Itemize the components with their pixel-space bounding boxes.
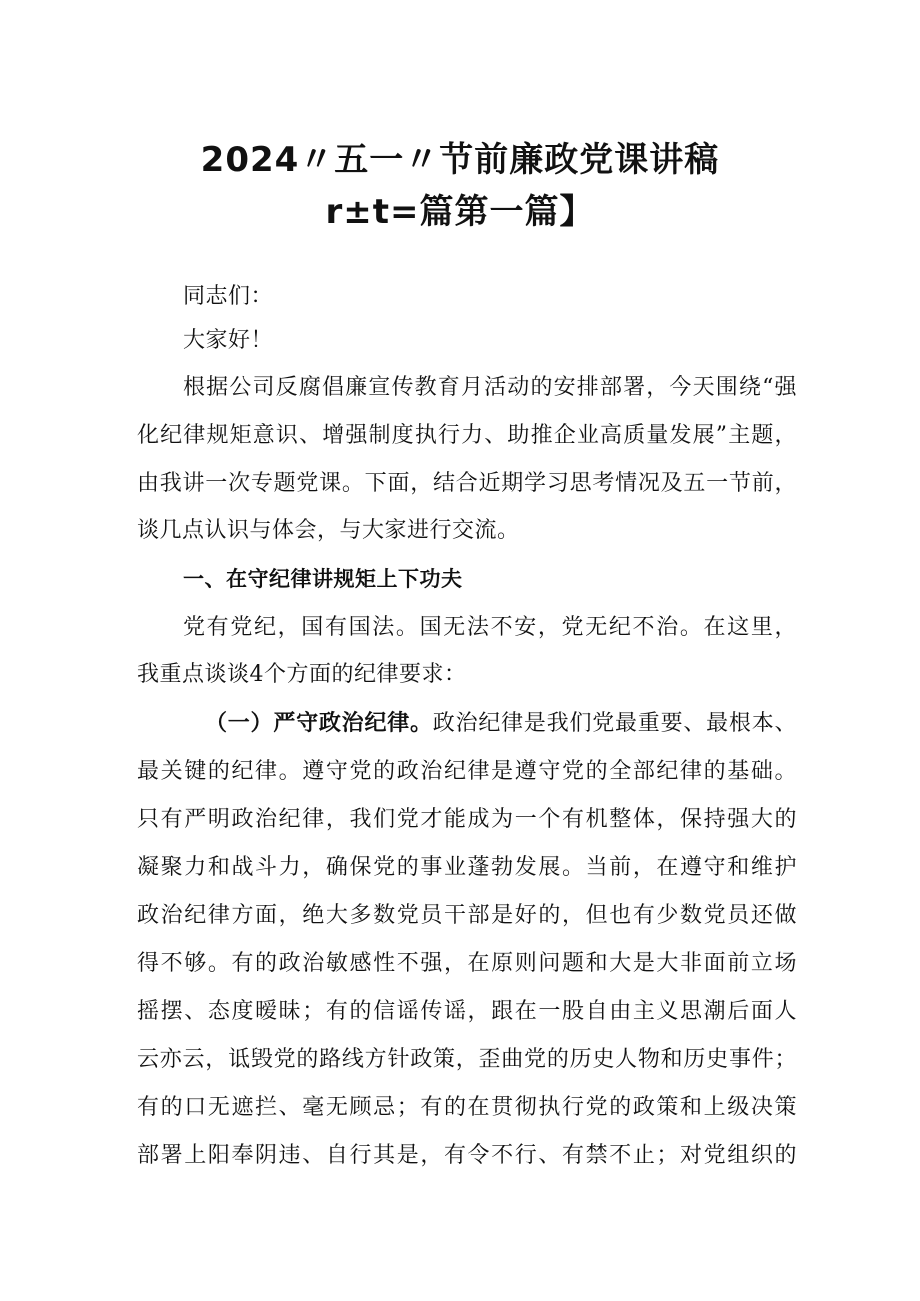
salutation: 同志们： (183, 284, 274, 309)
subsection-lead: （一）严守政治纪律。 (205, 711, 433, 736)
body-line: 得不够。有的政治敏感性不强，在原则问题和大是大非面前立场 (137, 951, 797, 976)
body-line: 政治纪律方面，绝大多数党员干部是好的，但也有少数党员还做 (137, 903, 797, 928)
intro-line: 谈几点认识与体会，与大家进行交流。 (137, 518, 520, 543)
subsection-first-rest: 政治纪律是我们党最重要、最根本、 (432, 711, 797, 736)
body-line: 凝聚力和战斗力，确保党的事业蓬勃发展。当前，在遵守和维护 (137, 855, 797, 880)
body-line: 云亦云，诋毁党的路线方针政策，歪曲党的历史人物和历史事件； (137, 1047, 797, 1072)
body-line: 最关键的纪律。遵守党的政治纪律是遵守党的全部纪律的基础。 (137, 759, 797, 784)
body-line: 摇摆、态度暧昧；有的信谣传谣，跟在一股自由主义思潮后面人 (137, 999, 797, 1024)
section-heading: 一、在守纪律讲规矩上下功夫 (183, 567, 463, 591)
body-line: 只有严明政治纪律，我们党才能成为一个有机整体，保持强大的 (137, 807, 797, 832)
subsection-first-line (205, 709, 797, 739)
intro-line: 根据公司反腐倡廉宣传教育月活动的安排部署，今天围绕“强 (183, 375, 797, 400)
section-intro-line: 党有党纪，国有国法。国无法不安，党无纪不治。在这里， (183, 615, 797, 640)
document-title-line2: r±t=篇第一篇】 (325, 192, 595, 232)
body-line: 有的口无遮拦、毫无顾忌；有的在贯彻执行党的政策和上级决策 (137, 1095, 797, 1120)
body-line: 部署上阳奉阴违、自行其是，有令不行、有禁不止；对党组织的 (137, 1143, 797, 1168)
intro-line: 由我讲一次专题党课。下面，结合近期学习思考情况及五一节前， (137, 471, 797, 496)
intro-line: 化纪律规矩意识、增强制度执行力、助推企业高质量发展”主题， (137, 423, 797, 448)
section-intro-line: 我重点谈谈4个方面的纪律要求： (137, 662, 467, 687)
greeting: 大家好！ (183, 328, 274, 353)
document-title-line1: 2024〃五一〃节前廉政党课讲稿 (200, 140, 720, 180)
